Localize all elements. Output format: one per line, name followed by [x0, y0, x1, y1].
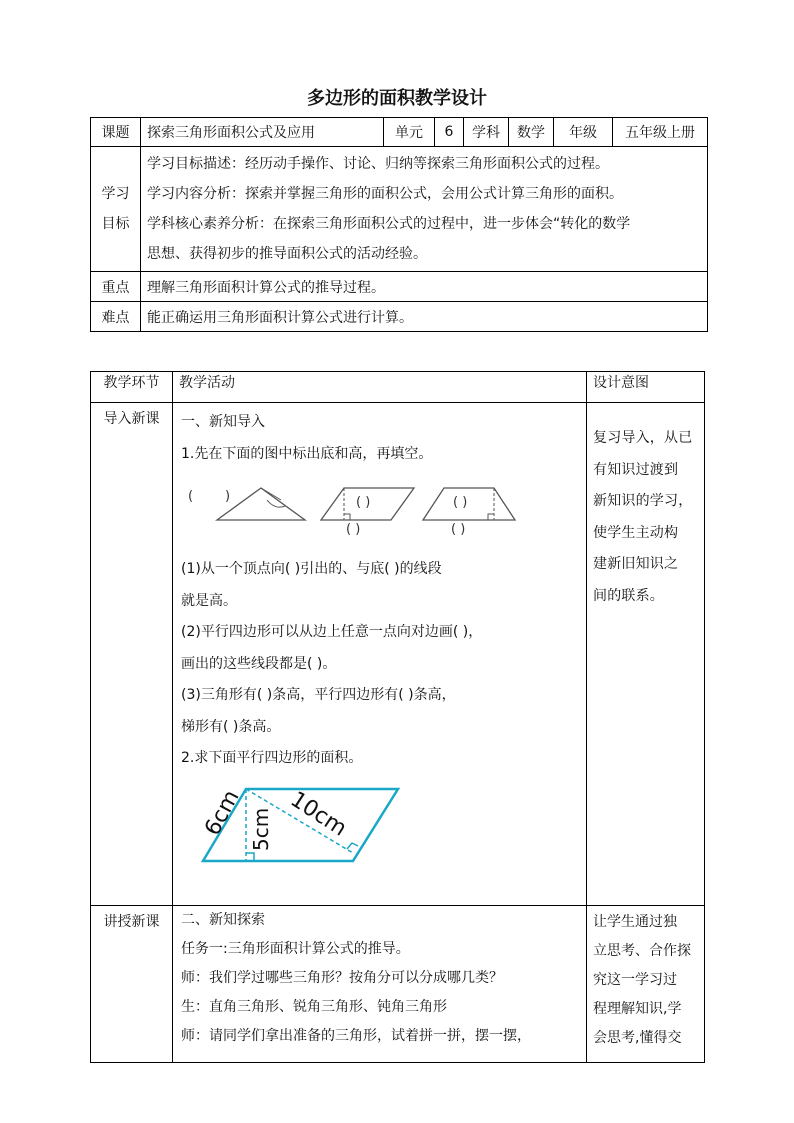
intent-line: 间的联系。: [593, 587, 664, 604]
intent-teach: [587, 906, 705, 1063]
activity-line: 二、新知探索: [181, 912, 265, 928]
side-label: 6cm: [200, 785, 245, 840]
fill-line: 画出的这些线段都是( )。: [181, 655, 337, 672]
header-intent: 设计意图: [587, 372, 705, 403]
goal-label: [91, 147, 141, 272]
right-angle-mark: [488, 514, 494, 520]
plan-table: [90, 371, 705, 1063]
fill-line: 2.求下面平行四边形的面积。: [181, 750, 363, 766]
right-angle-mark: [344, 514, 350, 520]
parallelogram-figure: [181, 775, 581, 870]
stage-intro: 导入新课: [91, 403, 173, 906]
stage-teach: 讲授新课: [91, 906, 173, 1063]
goal-line: 学科核心素养分析：在探索三角形面积公式的过程中，进一步体会“转化的数学: [147, 216, 631, 232]
fill-line: (2)平行四边形可以从边上任意一点向对边画( )，: [181, 624, 483, 640]
intent-line: 究这一学习过: [593, 972, 677, 988]
activity-line: 一、新知导入: [181, 414, 265, 430]
goal-line: 思想、获得初步的推导面积公式的活动经验。: [147, 246, 427, 262]
key-value: 理解三角形面积计算公式的推导过程。: [141, 272, 708, 302]
intent-intro: [587, 403, 705, 906]
activity-line: 师：我们学过哪些三角形？按角分可以分成哪几类？: [181, 970, 503, 986]
trapezoid-shape: [423, 488, 515, 520]
paren-label: ( ): [346, 522, 361, 537]
topic-value: 探索三角形面积公式及应用: [141, 118, 384, 147]
paren-label: ( ): [453, 495, 468, 510]
activity-intro: [173, 403, 587, 906]
topic-label: 课题: [91, 118, 141, 147]
intent-line: 程理解知识,学: [593, 1001, 682, 1017]
paren-label: ( ): [451, 522, 466, 537]
activity-line: 任务一:三角形面积计算公式的推导。: [181, 941, 410, 957]
triangle-arc: [261, 488, 281, 500]
key-label: 重点: [91, 272, 141, 302]
header-activity: 教学活动: [173, 372, 587, 403]
intent-line: 建新旧知识之: [593, 556, 679, 572]
intent-line: 复习导入，从已: [593, 430, 693, 446]
subject-label: 学科: [464, 118, 509, 147]
goal-label-line: 学习: [101, 186, 130, 202]
paren-label: ( ): [356, 495, 371, 510]
goal-content: [141, 147, 708, 272]
intent-line: 会思考,懂得交: [593, 1030, 682, 1046]
header-stage: 教学环节: [91, 372, 173, 403]
intent-line: 立思考、合作探: [593, 943, 691, 959]
goal-label-line: 目标: [101, 216, 130, 232]
intent-line: 有知识过渡到: [593, 461, 679, 478]
intent-line: 让学生通过独: [593, 914, 677, 930]
grade-label: 年级: [554, 118, 613, 147]
intent-line: 使学生主动构: [593, 524, 679, 541]
activity-line: 师：请同学们拿出准备的三角形，试着拼一拼，摆一摆，: [181, 1028, 531, 1044]
fill-line: (3)三角形有( )条高，平行四边形有( )条高，: [181, 687, 456, 703]
unit-value: 6: [435, 118, 464, 147]
page-title: 多边形的面积教学设计: [307, 88, 487, 109]
paren-label: (: [188, 489, 194, 504]
difficult-label: 难点: [91, 302, 141, 332]
activity-teach: [173, 906, 587, 1063]
paren-label: ): [225, 489, 231, 504]
diagonal-label: 10cm: [285, 786, 351, 842]
height-label: 5cm: [249, 807, 273, 851]
grade-value: 五年级上册: [613, 118, 708, 147]
goal-line: 学习目标描述：经历动手操作、讨论、归纳等探索三角形面积公式的过程。: [147, 156, 609, 172]
goal-line: 学习内容分析：探索并掌握三角形的面积公式，会用公式计算三角形的面积。: [147, 186, 623, 202]
unit-label: 单元: [384, 118, 435, 147]
fill-line: 梯形有( )条高。: [181, 718, 281, 735]
triangle-shape: [217, 488, 305, 520]
right-angle-mark: [347, 843, 358, 849]
fill-line: 就是高。: [181, 592, 237, 609]
difficult-value: 能正确运用三角形面积计算公式进行计算。: [141, 302, 708, 332]
activity-line: 1.先在下面的图中标出底和高，再填空。: [181, 445, 433, 462]
info-table: [90, 117, 708, 332]
intent-line: 新知识的学习，: [593, 493, 693, 509]
subject-value: 数学: [509, 118, 554, 147]
fill-line: (1)从一个顶点向( )引出的、与底( )的线段: [181, 561, 442, 577]
activity-line: 生：直角三角形、锐角三角形、钝角三角形: [181, 999, 447, 1015]
